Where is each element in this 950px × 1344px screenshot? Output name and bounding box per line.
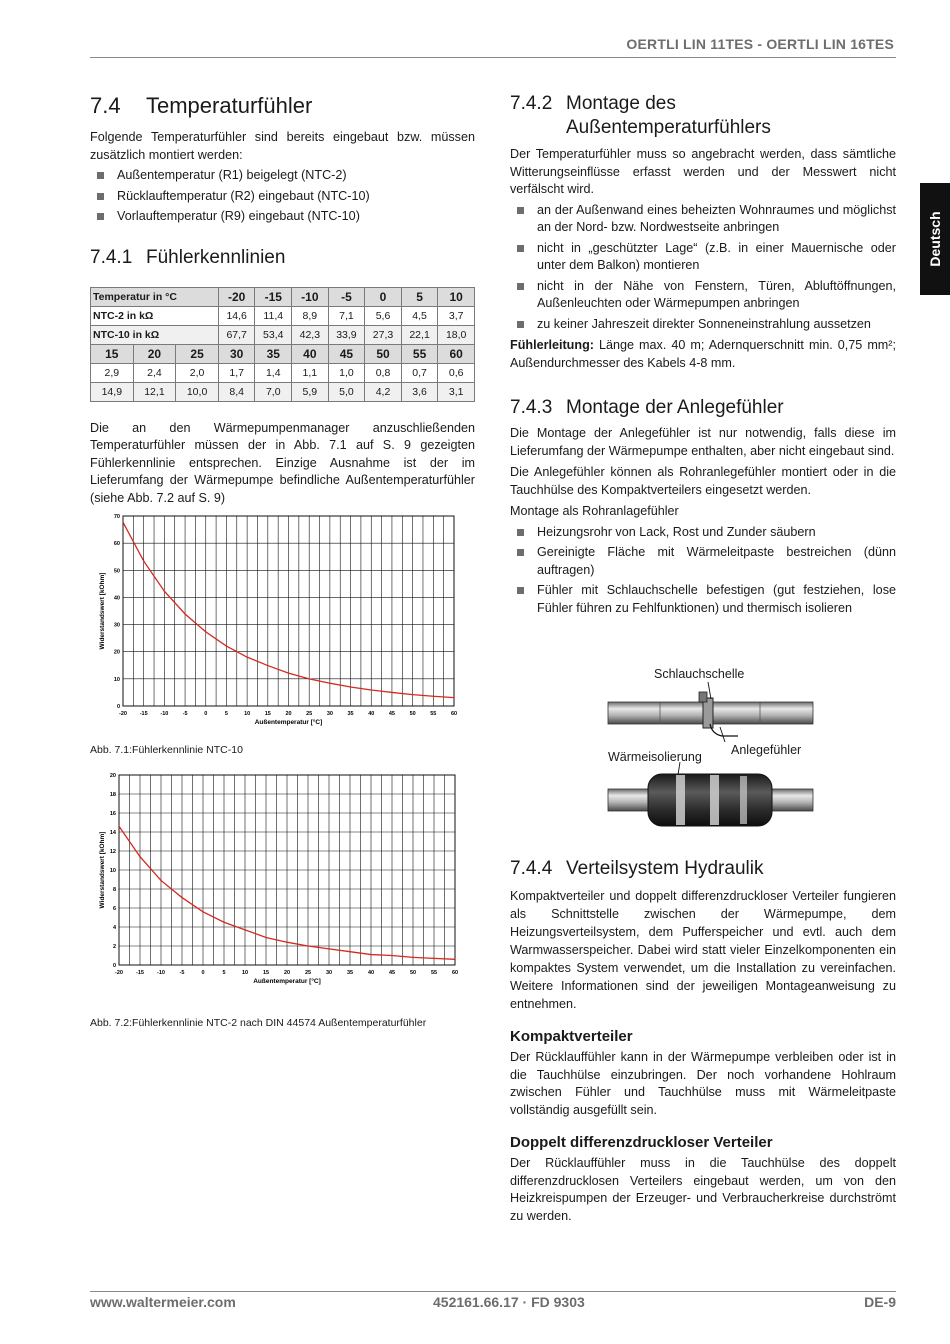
x-tick-label: 35: [347, 711, 354, 717]
section-number: 7.4.4: [510, 858, 553, 879]
header-rule: [90, 57, 896, 58]
table-cell: 3,6: [401, 382, 438, 401]
table-row-label: NTC-10 in kΩ: [91, 325, 219, 344]
table-row: [91, 363, 475, 382]
section-7-4-3-heading: [510, 396, 896, 420]
table-cell: 7,1: [328, 306, 365, 325]
list-item: Rücklauftemperatur (R2) eingebaut (NTC-10): [90, 188, 475, 206]
data-point: [160, 880, 162, 882]
x-tick-label: 45: [388, 970, 396, 976]
x-tick-label: 30: [325, 970, 333, 976]
section-title: Fühlerkennlinien: [146, 246, 286, 268]
table-row: [91, 325, 475, 344]
y-tick-label: 50: [113, 568, 120, 575]
x-axis-label: Außentemperatur [°C]: [254, 719, 323, 726]
section-7-4-heading: [90, 94, 475, 118]
x-tick-label: 0: [204, 711, 208, 717]
table-cell: 45: [328, 344, 365, 363]
table-cell: 8,4: [218, 382, 255, 401]
table-cell: 0,6: [438, 363, 475, 382]
sensor-list: [90, 167, 475, 226]
ntc10-chart-svg: [90, 508, 470, 728]
section-title: Montage des: [566, 93, 676, 114]
y-tick-label: 40: [113, 595, 120, 602]
table-cell: 30: [218, 344, 255, 363]
table-cell: 2,0: [176, 363, 219, 382]
list-item: Außentemperatur (R1) beigelegt (NTC-2): [90, 167, 475, 185]
data-point: [350, 686, 352, 688]
list-item: zu keiner Jahreszeit direkter Sonneneinstrahlung aussetzen: [510, 316, 896, 334]
x-tick-label: 10: [241, 970, 249, 976]
table-cell: 53,4: [255, 325, 292, 344]
footer-website: www.waltermeier.com: [90, 1294, 236, 1310]
table-cell: 2,9: [91, 363, 134, 382]
data-point: [139, 856, 141, 858]
data-point: [328, 948, 330, 950]
y-tick-label: 14: [109, 830, 116, 836]
x-tick-label: 40: [368, 711, 375, 717]
compact-distributor-heading: Kompaktverteiler: [510, 1028, 633, 1045]
table-cell: 7,0: [255, 382, 292, 401]
data-point: [308, 678, 310, 680]
language-tab: [920, 183, 950, 295]
section-7-4-3-p1: Die Montage der Anlegefühler ist nur notwendig, falls diese im Lieferumfang der Wärmepumpe enthalten, aber nicht eingebaut sind.: [510, 426, 896, 458]
x-tick-label: 30: [326, 711, 333, 717]
section-7-4-1-text: Die an den Wärmepumpenmanager anzuschließenden Temperaturfühler müssen der in Abb. 7.1 auf S. 9 gezeigten Fühlerkennlinie entsprechen. Einzige Ausnahme ist der im Lieferumfang der Wärmepumpe befindliche Außentemperaturfühler (siehe Abb. 7.2 auf S. 9): [90, 420, 475, 505]
y-tick-label: 60: [113, 541, 120, 548]
section-7-4-2-heading-line2: [510, 116, 896, 140]
right-column: [510, 92, 896, 617]
x-tick-label: 5: [222, 970, 226, 976]
x-tick-label: -15: [136, 970, 144, 976]
sensor-characteristics-table: [90, 287, 475, 402]
x-tick-label: -20: [115, 970, 123, 976]
sensor-cable-text: Länge max. 40 m; Adernquerschnitt min. 0,75 mm²; Außendurchmesser des Kabels 4-8 mm.: [510, 338, 896, 370]
y-tick-label: 12: [109, 849, 116, 855]
table-cell: 15: [91, 344, 134, 363]
table-cell: 5,6: [365, 306, 402, 325]
y-tick-label: 8: [112, 887, 116, 893]
list-item: Fühler mit Schlauchschelle befestigen (gut festziehen, lose Fühler führen zu Fehlfunktionen) und thermisch isolieren: [510, 582, 896, 617]
list-item: Vorlauftemperatur (R9) eingebaut (NTC-10): [90, 208, 475, 226]
x-tick-label: 15: [262, 970, 270, 976]
x-tick-label: -10: [157, 970, 165, 976]
section-7-4-3-p2: Die Anlegefühler können als Rohranlegefühler montiert oder in die Tauchhülse des Kompaktverteilers eingesetzt werden.: [510, 465, 896, 497]
table-cell: 27,3: [365, 325, 402, 344]
x-tick-label: 20: [283, 970, 291, 976]
document-header-title: OERTLI LIN 11TES - OERTLI LIN 16TES: [626, 36, 894, 52]
table-cell: 0: [365, 287, 402, 306]
data-point: [307, 945, 309, 947]
footer-page-number: DE-9: [864, 1294, 896, 1310]
x-tick-label: 20: [285, 711, 292, 717]
section-title: Verteilsystem Hydraulik: [566, 858, 764, 879]
sensor-cable-label: Fühlerleitung:: [510, 338, 594, 352]
data-point: [246, 656, 248, 658]
data-point: [412, 957, 414, 959]
x-tick-label: 10: [244, 711, 251, 717]
language-tab-label: Deutsch: [927, 211, 943, 267]
table-cell: 11,4: [255, 306, 292, 325]
y-tick-label: 20: [109, 773, 116, 779]
y-tick-label: 20: [113, 649, 120, 656]
section-number: 7.4.2: [510, 93, 553, 114]
table-cell: 18,0: [438, 325, 475, 344]
double-distributor-text: Der Rücklauffühler muss in die Tauchhülse des doppelt differenzdrucklosen Verteilers eingebaut werden, um von den Heizkreispumpen der Erzeuger- und Verbraucherkreise durchströmt zu werden.: [510, 1156, 896, 1223]
data-point: [164, 590, 166, 592]
section-7-4-1-heading: [90, 246, 475, 270]
section-number: 7.4.3: [510, 397, 553, 418]
y-tick-label: 0: [112, 963, 116, 969]
x-tick-label: 45: [388, 711, 395, 717]
x-tick-label: 25: [304, 970, 312, 976]
double-distributor-heading: Doppelt differenzdruckloser Verteiler: [510, 1134, 773, 1151]
list-item: Heizungsrohr von Lack, Rost und Zunder säubern: [510, 524, 896, 542]
data-point: [433, 958, 435, 960]
table-cell: 5: [401, 287, 438, 306]
data-point: [265, 937, 267, 939]
y-tick-label: 30: [113, 622, 120, 629]
data-point: [244, 929, 246, 931]
data-point: [205, 631, 207, 633]
section-7-4-3-p3: Montage als Rohranlagefühler: [510, 504, 679, 518]
table-cell: 22,1: [401, 325, 438, 344]
section-7-4-4-heading: [510, 857, 896, 881]
section-7-4-2-intro: Der Temperaturfühler muss so angebracht werden, dass sämtliche Witterungseinflüsse erfasst werden und der Messwert nicht verfälscht wird.: [510, 147, 896, 196]
table-cell: 12,1: [133, 382, 176, 401]
x-tick-label: 0: [201, 970, 205, 976]
section-title: Temperaturfühler: [146, 93, 313, 118]
list-item: an der Außenwand eines beheizten Wohnraumes und möglichst an der Nord- bzw. Nordwestseite anbringen: [510, 202, 896, 237]
table-row: [91, 306, 475, 325]
ntc10-chart: [90, 508, 470, 728]
table-cell: 2,4: [133, 363, 176, 382]
ntc2-chart-svg: [90, 767, 470, 991]
data-point: [454, 959, 456, 961]
x-tick-label: 25: [306, 711, 313, 717]
figure-caption: Abb. 7.1:Fühlerkennlinie NTC-10: [90, 744, 243, 756]
data-point: [370, 954, 372, 956]
x-tick-label: -10: [160, 711, 169, 717]
table-cell: 20: [133, 344, 176, 363]
data-point: [184, 613, 186, 615]
table-cell: 1,1: [292, 363, 329, 382]
list-item: nicht in der Nähe von Fenstern, Türen, Abluftöffnungen, Außenleuchten oder Wärmepumpen anbringen: [510, 278, 896, 313]
table-cell: -10: [292, 287, 329, 306]
data-point: [202, 911, 204, 913]
table-header-row: [91, 287, 475, 306]
data-point: [433, 695, 435, 697]
x-tick-label: 15: [264, 711, 271, 717]
data-point: [181, 897, 183, 899]
mounting-rules-list: [510, 202, 896, 334]
table-cell: 55: [401, 344, 438, 363]
table-cell: 25: [176, 344, 219, 363]
y-tick-label: 10: [113, 676, 120, 683]
data-point: [391, 692, 393, 694]
table-cell: 40: [292, 344, 329, 363]
compact-distributor-text: Der Rücklauffühler kann in der Wärmepumpe verbleiben oder ist in die Tauchhülse einzubringen. Der noch vorhandene Hohlraum zwischen Fühler und Tauchhülse muss mit Wärmeleitpaste vollständig ausgefüllt sein.: [510, 1050, 896, 1117]
data-point: [223, 921, 225, 923]
pipe-sensor-steps-list: [510, 524, 896, 618]
y-tick-label: 2: [112, 944, 116, 950]
label-contact-sensor: Anlegefühler: [731, 743, 802, 757]
y-tick-label: 6: [112, 906, 116, 912]
table-header-label: Temperatur in °C: [91, 287, 219, 306]
data-point: [453, 697, 455, 699]
section-title: Außentemperaturfühlers: [566, 117, 771, 138]
table-cell: 60: [438, 344, 475, 363]
right-column-lower: [510, 857, 896, 1225]
footer-document-number: 452161.66.17 · FD 9303: [433, 1294, 585, 1310]
data-point: [122, 521, 124, 523]
table-cell: 42,3: [292, 325, 329, 344]
x-tick-label: 60: [450, 711, 458, 717]
label-hose-clamp: Schlauchschelle: [654, 667, 745, 681]
x-tick-label: -5: [179, 970, 185, 976]
data-point: [412, 694, 414, 696]
table-cell: 3,1: [438, 382, 475, 401]
table-cell: 10: [438, 287, 475, 306]
table-cell: 10,0: [176, 382, 219, 401]
section-7-4-2-heading: [510, 92, 896, 116]
x-tick-label: 50: [409, 711, 416, 717]
table-header-row: [91, 344, 475, 363]
data-point: [370, 689, 372, 691]
section-number: 7.4: [90, 93, 121, 118]
table-row: [91, 382, 475, 401]
table-cell: 0,8: [365, 363, 402, 382]
left-column: [90, 92, 475, 507]
y-tick-label: 10: [109, 868, 116, 874]
x-tick-label: 55: [430, 970, 438, 976]
data-point: [226, 645, 228, 647]
table-cell: 14,9: [91, 382, 134, 401]
x-tick-label: 5: [224, 711, 228, 717]
table-cell: 14,6: [218, 306, 255, 325]
x-tick-label: -15: [139, 711, 148, 717]
section-number: 7.4.1: [90, 246, 133, 268]
footer-rule: [90, 1291, 896, 1292]
table-cell: 4,2: [365, 382, 402, 401]
pipe-sensor-illustration: [600, 662, 820, 832]
table-cell: 1,0: [328, 363, 365, 382]
x-tick-label: -20: [119, 711, 127, 717]
x-tick-label: 60: [451, 970, 459, 976]
table-cell: 8,9: [292, 306, 329, 325]
data-point: [329, 682, 331, 684]
y-tick-label: 4: [112, 925, 116, 931]
x-tick-label: 55: [430, 711, 437, 717]
data-point: [349, 951, 351, 953]
x-axis-label: Außentemperatur [°C]: [253, 978, 321, 985]
table-cell: 5,0: [328, 382, 365, 401]
y-axis-label: Widerstandswert [kOhm]: [99, 831, 106, 909]
table-cell: 50: [365, 344, 402, 363]
section-7-4-intro: Folgende Temperaturfühler sind bereits eingebaut bzw. müssen zusätzlich montiert werden:: [90, 130, 475, 162]
y-tick-label: 16: [109, 811, 116, 817]
figure-caption: Abb. 7.2:Fühlerkennlinie NTC-2 nach DIN 44574 Außentemperaturfühler: [90, 1017, 427, 1029]
table-row-label: NTC-2 in kΩ: [91, 306, 219, 325]
data-point: [288, 672, 290, 674]
y-tick-label: 70: [113, 514, 120, 520]
table-cell: 3,7: [438, 306, 475, 325]
x-tick-label: 50: [409, 970, 417, 976]
x-tick-label: 40: [367, 970, 375, 976]
y-axis-label: Widerstandswert [kOhm]: [99, 572, 106, 650]
table-cell: 35: [255, 344, 292, 363]
data-point: [286, 941, 288, 943]
data-point: [118, 826, 120, 828]
data-point: [391, 955, 393, 957]
list-item: nicht in „geschützter Lage“ (z.B. in einer Mauernische oder unter dem Balkon) montieren: [510, 240, 896, 275]
y-tick-label: 18: [109, 792, 116, 798]
y-tick-label: 0: [116, 704, 120, 710]
table-cell: 33,9: [328, 325, 365, 344]
ntc2-chart: [90, 767, 470, 991]
table-cell: 5,9: [292, 382, 329, 401]
section-title: Montage der Anlegefühler: [566, 397, 784, 418]
data-point: [143, 560, 145, 562]
section-7-4-4-p1: Kompaktverteiler und doppelt differenzdruckloser Verteiler fungieren als Schnittstelle zwischen der Wärmepumpe, dem Heizungsverteilsystem, dem Pufferspeicher und evtl. auch dem Warmwasserspeicher. Dabei wird statt vieler Einzelkomponenten ein kompaktes System verwendet, um die Installation zu vereinfachen. Weitere Informationen sind der jeweiligen Montageanweisung zu entnehmen.: [510, 889, 896, 1011]
table-cell: -15: [255, 287, 292, 306]
x-tick-label: -5: [182, 711, 188, 717]
table-cell: 1,7: [218, 363, 255, 382]
table-cell: 4,5: [401, 306, 438, 325]
x-tick-label: 35: [346, 970, 354, 976]
sensor-cable-spec: [510, 337, 896, 372]
list-item: Gereinigte Fläche mit Wärmeleitpaste bestreichen (dünn auftragen): [510, 544, 896, 579]
table-cell: 0,7: [401, 363, 438, 382]
table-cell: 67,7: [218, 325, 255, 344]
table-cell: 1,4: [255, 363, 292, 382]
data-point: [267, 665, 269, 667]
table-cell: -20: [218, 287, 255, 306]
table-cell: -5: [328, 287, 365, 306]
label-thermal-insulation: Wärmeisolierung: [608, 750, 702, 764]
